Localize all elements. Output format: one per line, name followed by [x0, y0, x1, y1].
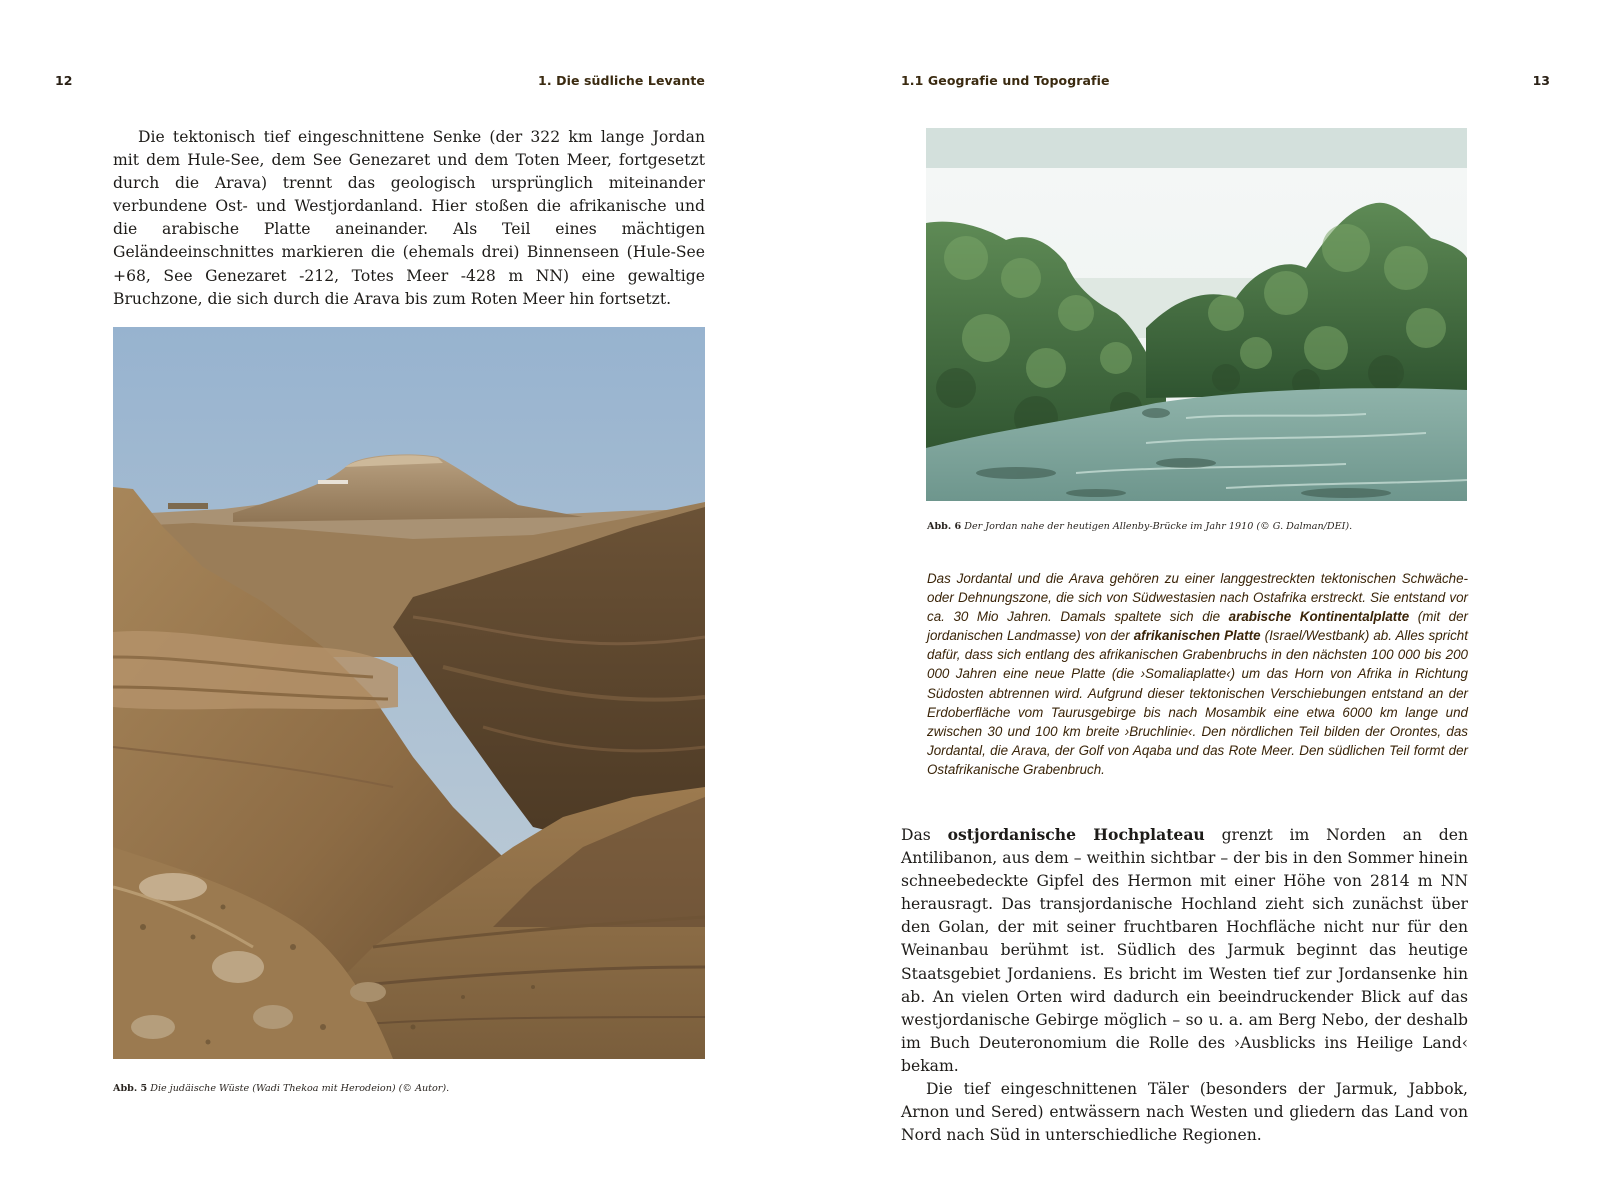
- info-box-term-arabian-plate: arabische Kontinentalplatte: [1228, 609, 1410, 625]
- judean-desert-illustration: [113, 327, 705, 1059]
- info-box-term-african-plate: afrikanischen Platte: [1133, 628, 1261, 644]
- right-paragraph-block: [901, 823, 1468, 1147]
- figure-5-label: Abb. 5: [113, 1083, 148, 1094]
- page-number-left: 12: [55, 73, 73, 88]
- jordan-river-photo: [926, 128, 1467, 501]
- left-paragraph-block: [113, 126, 705, 311]
- info-box-mid: (mit der jordanischen Landmasse) von der: [927, 609, 1468, 644]
- figure-5-caption-text: Die judäische Wüste (Wadi Thekoa mit Herodeion) (© Autor).: [150, 1083, 450, 1094]
- running-head-left: 1. Die südliche Levante: [538, 73, 705, 88]
- paragraph-1-term: ostjordanische Hochplateau: [947, 825, 1205, 844]
- jordan-river-illustration: [926, 128, 1467, 501]
- running-head-right: 1.1 Geografie und Topografie: [901, 73, 1110, 88]
- figure-6-caption-text: Der Jordan nahe der heutigen Allenby-Brücke im Jahr 1910 (© G. Dalman/DEI).: [964, 521, 1353, 532]
- right-page: [800, 0, 1600, 1200]
- right-paragraph-1: [901, 823, 1468, 1078]
- judean-desert-photo: [113, 327, 705, 1059]
- figure-5-caption: [113, 1083, 449, 1094]
- left-paragraph: Die tektonisch tief eingeschnittene Senke (der 322 km lange Jordan mit dem Hule-See, dem See Genezaret und dem Toten Meer, fortgesetzt durch die Arava) trennt das geologisch ursprünglich miteinander verbundene Ost- und Westjordanland. Hier stoßen die afrikanische und die arabische Platte aneinander. Als Teil eines mächtigen Geländeeinschnittes markieren die (ehemals drei) Binnenseen (Hule-See +68, See Genezaret -212, Totes Meer -428 m NN) eine gewaltige Bruchzone, die sich durch die Arava bis zum Roten Meer hin fortsetzt.: [113, 128, 705, 308]
- figure-6-label: Abb. 6: [927, 521, 962, 532]
- page-number-right: 13: [1532, 73, 1550, 88]
- paragraph-1-rest: grenzt im Norden an den Antilibanon, aus dem – weithin sichtbar – der bis in den Sommer hinein schneebedeckte Gipfel des Hermon mit einer Höhe von 2814 m NN herausragt. Das transjordanische Hochland zieht sich zunächst über den Golan, der mit seiner fruchtbaren Hochfläche nicht nur für den Weinanbau berühmt ist. Südlich des Jarmuk beginnt das heutige Staatsgebiet Jordaniens. Es bricht im Westen tief zur Jordansenke hin ab. An vielen Orten wird dadurch ein beeindruckender Blick auf das westjordanische Gebirge möglich – so u. a. am Berg Nebo, der deshalb im Buch Deuteronomium die Rolle des ›Ausblicks ins Heilige Land‹ bekam.: [901, 826, 1469, 1075]
- right-paragraph-2: Die tief eingeschnittenen Täler (besonders der Jarmuk, Jabbok, Arnon und Sered) entwässern nach Westen und gliedern das Land von Nord nach Süd in unterschiedliche Regionen.: [901, 1080, 1468, 1145]
- figure-6-caption: [927, 521, 1352, 532]
- info-box-rest: (Israel/Westbank) ab. Alles spricht dafür, dass sich entlang des afrikanischen Grabenbruchs in den nächsten 100 000 bis 200 000 Jahren eine neue Platte (die ›Somaliaplatte‹) um das Horn von Afrika in Richtung Südosten abtrennen wird. Aufgrund dieser tektonischen Verschiebungen entstand an der Erdoberfläche vom Taurusgebirge bis nach Mosambik eine etwa 6000 km lange und zwischen 30 und 100 km breite ›Bruchlinie‹. Den nördlichen Teil bilden der Orontes, das Jordantal, die Arava, der Golf von Aqaba und das Rote Meer. Den südlichen Teil formt der Ostafrikanische Grabenbruch.: [927, 628, 1468, 777]
- info-box-intro: Das Jordantal und die Arava gehören zu einer langgestreckten tektonischen Schwäche- oder Dehnungszone, die sich von Südwestasien nach Ostafrika erstreckt. Sie entstand vor ca. 30 Mio Jahren. Damals spaltete sich die: [927, 571, 1468, 625]
- paragraph-1-lead: Das: [901, 826, 931, 844]
- tectonics-info-box: [927, 569, 1468, 779]
